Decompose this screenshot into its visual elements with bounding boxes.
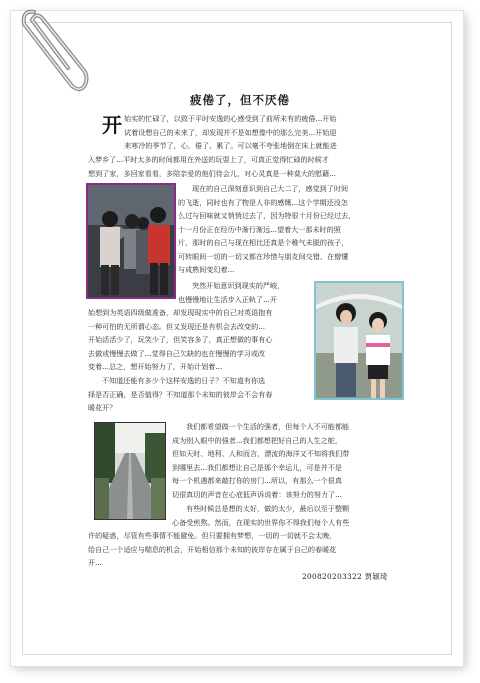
- paperclip-icon: [12, 2, 92, 92]
- text-line: 十一月份正在经历中渐行渐远...望着大一那未时的照: [178, 224, 341, 234]
- paragraph-6: [172, 502, 390, 529]
- page-title: 疲倦了，但不厌倦: [190, 93, 290, 107]
- text-line: 试着设想自己的未来了，却发现并不是如想像中的那么完美...开始迎: [124, 127, 337, 137]
- text-line: 成为别人眼中的强者...我们都想把好自己的人生之舵，: [172, 435, 342, 445]
- text-line: 可转眼间一切的一切又都在珍惜与朋友间交错、在僧懂: [178, 251, 349, 261]
- paragraph-1: [124, 112, 386, 153]
- paragraph-5: [172, 420, 390, 501]
- drop-cap: 开: [102, 113, 122, 137]
- photo-group-friends: [86, 183, 176, 299]
- photo-two-girls: [314, 281, 404, 400]
- text-line: 始想到为英语四级做准备，却发现现实中的自己对英语抱有: [88, 308, 273, 317]
- text-line: 开始活活少了，玩笑少了，但笑容多了，真正想做的事有心: [88, 335, 273, 344]
- text-line: 的飞逝，同时也有了物是人非的感慨...这个学期还没怎: [178, 197, 348, 207]
- text-line: 一种可怕的无所谓心态。但又发现还是有机会去改变的...: [88, 321, 266, 331]
- text-line: 给自己一个适应与喘息的机会，开始相信那个未知的彼岸存在属于自己的春暖花: [88, 544, 337, 554]
- text-line: 我们都希望做一个生活的强者，但每个人不可能都能: [186, 422, 350, 431]
- text-line: 始实的忙碌了，以致于平时安逸的心感受到了前所未有的疲倦...开始: [124, 114, 337, 123]
- paragraph-1-continued: [88, 153, 388, 180]
- text-line: 也慢慢地让生活步入正轨了...开: [178, 294, 277, 304]
- text-line: 么过与回味就又悄悄过去了，因为特很十月份已经过去，: [178, 211, 356, 220]
- paragraph-4: [88, 374, 314, 415]
- text-line: 切很真切的声音在心底低声诉说着：该努力的努力了...: [172, 489, 342, 499]
- paragraph-6-continued: [88, 529, 390, 570]
- text-line: 许的疑惑，尽管有些事情不能避免。但只要拥有梦想，一切的一切就不会太晚，: [88, 531, 337, 540]
- text-line: 想到了家，多回家看看，多陪亲爱的他们待会儿，对心灵真是一种莫大的慰藉...: [88, 168, 336, 178]
- text-line: 去做或慢慢去做了...觉得自己欠缺的也在慢慢的学习或改: [88, 348, 266, 358]
- text-line: 但如天时、地利、人和而言，漂流的海洋又不知将我们带: [172, 449, 350, 458]
- text-line: 每一个机遇都来敲打你的房门...所以，有那么一个很真: [172, 476, 342, 485]
- text-line: 有些时候总是想的太好，做的太少，最后以至于整颗: [186, 504, 350, 513]
- text-line: 暖花开？: [88, 403, 117, 412]
- text-line: 来寒冷的季节了，心，倦了、累了。可以毫不夸张地倒在床上就能进: [124, 141, 337, 150]
- text-line: 到哪里去...我们都想让自己是那个幸运儿，可是并不是: [172, 462, 342, 472]
- text-line: 开...: [88, 558, 102, 567]
- photo-road: [94, 422, 166, 520]
- author-signature: 200820203322 贾颖琦: [302, 572, 388, 581]
- text-line: 变着...总之，想开始努力了，开始计划着...: [88, 362, 223, 371]
- text-line: 心备受煎熬。然而，在现实的世界你不得我们每个人有些: [172, 517, 350, 527]
- paragraph-3: [178, 279, 310, 306]
- paragraph-2: [178, 182, 390, 277]
- text-line: 与成熟间变幻着...: [178, 265, 235, 274]
- text-line: 现在的自己深刻意识到自己大二了，感觉到了时间: [192, 184, 349, 193]
- text-line: 片，那时的自己与现在相比还真是个稚气未脱的孩子，: [178, 238, 349, 247]
- text-line: 择是否正确，是否值得？不知道那个未知的彼岸会不会有春: [88, 389, 273, 399]
- text-line: 突然开始意识到现实的严峻，: [192, 281, 285, 290]
- text-line: 不知道还能有多少个这样安逸的日子？不知道有你选: [102, 376, 266, 385]
- text-line: 入梦乡了...平时太多的时间都用在外送的玩耍上了，可真正觉得忙碌的时候才: [88, 155, 329, 164]
- paragraph-3-continued: [88, 306, 312, 374]
